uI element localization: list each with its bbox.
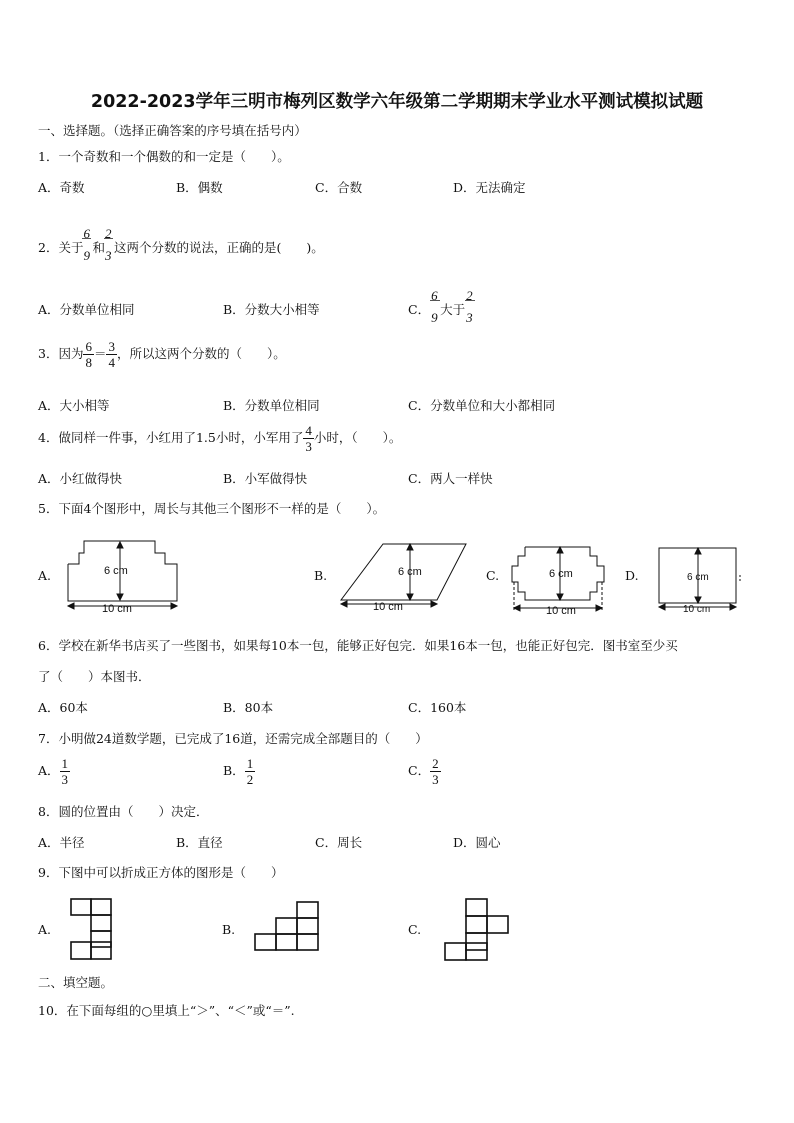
q5b-height-label: 6 cm bbox=[398, 566, 422, 578]
question-6-stem-line-2: 了（ ）本图书． bbox=[38, 669, 151, 684]
q7-option-a: A． $\frac{1}{3}$ bbox=[38, 756, 69, 787]
q2-option-c: C． $\frac{6}{9}$ 大于 $\frac{2}{3}$ bbox=[408, 300, 475, 318]
q9-net-c bbox=[445, 899, 508, 960]
question-9-stem: 9．下图中可以折成正方体的图形是（ ） bbox=[38, 865, 284, 880]
question-4-stem: 4．做同样一件事，小红用了1.5小时，小军用了 $\frac{4}{3}$ 小时，（ ）。 bbox=[38, 423, 402, 454]
q9-option-a-label: A. bbox=[38, 922, 52, 937]
q5d-base-label: 10 cm bbox=[683, 604, 711, 615]
q4-option-c: C．两人一样快 bbox=[408, 471, 493, 486]
q6-option-c: C．160本 bbox=[408, 700, 467, 715]
q8-option-a: A．半径 bbox=[38, 835, 85, 850]
q4-option-a: A．小红做得快 bbox=[38, 471, 123, 486]
q8-option-d: D．圆心 bbox=[453, 835, 501, 850]
q5a-height-label: 6 cm bbox=[104, 565, 128, 577]
q4-option-b: B．小军做得快 bbox=[223, 471, 308, 486]
q5c-height-label: 6 cm bbox=[549, 568, 573, 580]
q8-option-c: C．周长 bbox=[315, 835, 363, 850]
q5b-base-label: 10 cm bbox=[373, 601, 403, 613]
q5-option-b-label: B. bbox=[314, 568, 328, 583]
q3-option-b: B．分数单位相同 bbox=[223, 398, 320, 413]
q2-text-pre: 2．关于 bbox=[38, 240, 84, 255]
q1-option-d: D．无法确定 bbox=[453, 180, 526, 195]
q9-net-b bbox=[255, 902, 318, 950]
q2-text-and: 和 bbox=[92, 240, 105, 255]
q5-option-c-label: C. bbox=[486, 568, 500, 583]
q2-text-post: 这两个分数的说法，正确的是( )。 bbox=[113, 240, 324, 255]
q3-fraction-2: $\frac{3}{4}$ bbox=[108, 339, 115, 370]
question-3-stem: 3．因为 $\frac{6}{8}$ ＝ $\frac{3}{4}$ ，所以这两个分数的（ ）。 bbox=[38, 339, 286, 370]
q8-option-b: B．直径 bbox=[176, 835, 223, 850]
question-5-stem: 5．下面4个图形中，周长与其他三个图形不一样的是（ ）。 bbox=[38, 501, 386, 516]
question-8-stem: 8．圆的位置由（ ）决定． bbox=[38, 804, 209, 819]
q3-option-a: A．大小相等 bbox=[38, 398, 110, 413]
section-heading-fill: 二、填空题。 bbox=[38, 975, 114, 990]
question-6-stem-line-1: 6．学校在新华书店买了一些图书，如果每10本一包，能够正好包完．如果16本一包，也能正好包完．图书室至少买 bbox=[38, 638, 678, 653]
q5-option-a-label: A. bbox=[38, 568, 52, 583]
q5-option-d-label: D. bbox=[625, 568, 639, 583]
q3-option-c: C．分数单位和大小都相同 bbox=[408, 398, 556, 413]
q6-option-a: A．60本 bbox=[38, 700, 88, 715]
q5a-base-label: 10 cm bbox=[102, 603, 132, 615]
q7-option-c: C． $\frac{2}{3}$ bbox=[408, 756, 439, 787]
question-2-stem: 2．关于 $\frac{6}{9}$ 和 $\frac{2}{3}$ 这两个分数的说法，正确的是( )。 bbox=[38, 226, 324, 263]
page-title: 2022-2023学年三明市梅列区数学六年级第二学期期末学业水平测试模拟试题 bbox=[90, 92, 704, 112]
section-heading: 一、选择题。（选择正确答案的序号填在括号内） bbox=[38, 123, 307, 138]
q5d-height-label: 6 cm bbox=[687, 572, 709, 583]
q9-option-b-label: B. bbox=[222, 922, 236, 937]
question-1-stem: 1．一个奇数和一个偶数的和一定是（ ）。 bbox=[38, 149, 290, 164]
q2-option-b: B．分数大小相等 bbox=[223, 302, 320, 317]
q3-fraction-1: $\frac{6}{8}$ bbox=[85, 339, 92, 370]
q1-option-c: C．合数 bbox=[315, 180, 363, 195]
q5c-base-label: 10 cm bbox=[546, 605, 576, 617]
q7-option-b: B． $\frac{1}{2}$ bbox=[223, 756, 254, 787]
q4-fraction: $\frac{4}{3}$ bbox=[305, 423, 312, 454]
question-7-stem: 7．小明做24道数学题，已完成了16道，还需完成全部题目的（ ） bbox=[38, 731, 428, 746]
q9-net-a bbox=[71, 899, 111, 959]
q6-option-b: B．80本 bbox=[223, 700, 274, 715]
q1-option-b: B．偶数 bbox=[176, 180, 223, 195]
q2-option-a: A．分数单位相同 bbox=[38, 302, 135, 317]
q1-option-a: A．奇数 bbox=[38, 180, 85, 195]
question-10-stem: 10．在下面每组的○里填上“＞”、“＜”或“＝”. bbox=[38, 1003, 295, 1018]
q9-option-c-label: C. bbox=[408, 922, 422, 937]
